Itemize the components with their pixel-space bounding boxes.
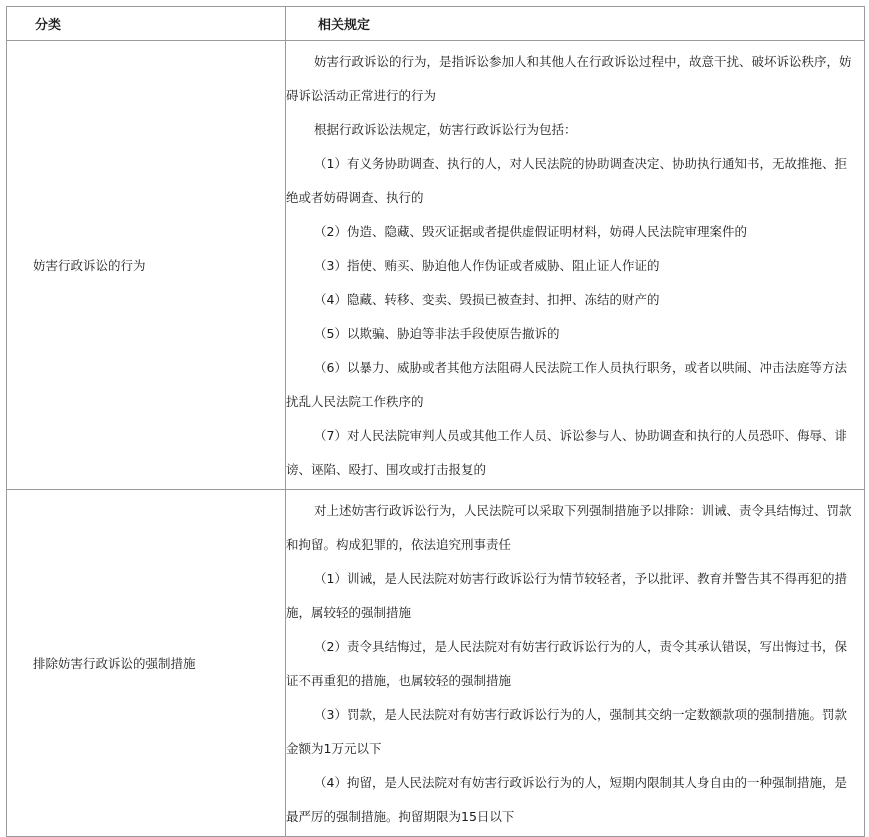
- header-regulations: 相关规定: [286, 7, 865, 41]
- header-category: 分类: [7, 7, 286, 41]
- regulation-paragraph: （4）拘留，是人民法院对有妨害行政诉讼行为的人，短期内限制其人身自由的一种强制措施，是最严厉的强制措施。拘留期限为15日以下: [286, 775, 847, 824]
- regulation-paragraph: 根据行政诉讼法规定，妨害行政诉讼行为包括：: [314, 122, 577, 137]
- regulation-paragraph: （7）对人民法院审判人员或其他工作人员、诉讼参与人、协助调查和执行的人员恐吓、侮辱、诽谤、诬陷、殴打、围攻或打击报复的: [286, 428, 847, 477]
- category-cell: 排除妨害行政诉讼的强制措施: [7, 490, 286, 837]
- regulation-paragraph: （2）伪造、隐藏、毁灭证据或者提供虚假证明材料，妨碍人民法院审理案件的: [314, 224, 747, 239]
- table-header-row: [7, 7, 865, 41]
- regulation-paragraph: （4）隐藏、转移、变卖、毁损已被查封、扣押、冻结的财产的: [314, 292, 660, 307]
- regulation-paragraph: （6）以暴力、威胁或者其他方法阻碍人民法院工作人员执行职务，或者以哄闹、冲击法庭等方法扰乱人民法院工作秩序的: [286, 360, 847, 409]
- regulation-table: [6, 6, 865, 837]
- regulation-cell: [286, 490, 865, 837]
- regulation-paragraph: （5）以欺骗、胁迫等非法手段使原告撤诉的: [314, 326, 560, 341]
- category-cell: 妨害行政诉讼的行为: [7, 41, 286, 490]
- table-row: [7, 490, 865, 837]
- regulation-paragraph: （1）有义务协助调查、执行的人，对人民法院的协助调查决定、协助执行通知书，无故推拖、拒绝或者妨碍调查、执行的: [286, 156, 847, 205]
- regulation-paragraph: （2）责令具结悔过，是人民法院对有妨害行政诉讼行为的人，责令其承认错误，写出悔过书，保证不再重犯的措施，也属较轻的强制措施: [286, 639, 847, 688]
- regulation-paragraph: 对上述妨害行政诉讼行为，人民法院可以采取下列强制措施予以排除：训诫、责令具结悔过、罚款和拘留。构成犯罪的，依法追究刑事责任: [286, 503, 852, 552]
- regulation-paragraph: （3）指使、贿买、胁迫他人作伪证或者威胁、阻止证人作证的: [314, 258, 660, 273]
- regulation-paragraph: （3）罚款，是人民法院对有妨害行政诉讼行为的人，强制其交纳一定数额款项的强制措施。罚款金额为1万元以下: [286, 707, 847, 756]
- table-row: [7, 41, 865, 490]
- regulation-paragraph: 妨害行政诉讼的行为，是指诉讼参加人和其他人在行政诉讼过程中，故意干扰、破坏诉讼秩序，妨碍诉讼活动正常进行的行为: [286, 54, 852, 103]
- regulation-paragraph: （1）训诫，是人民法院对妨害行政诉讼行为情节较轻者，予以批评、教育并警告其不得再犯的措施，属较轻的强制措施: [286, 571, 847, 620]
- regulation-cell: [286, 41, 865, 490]
